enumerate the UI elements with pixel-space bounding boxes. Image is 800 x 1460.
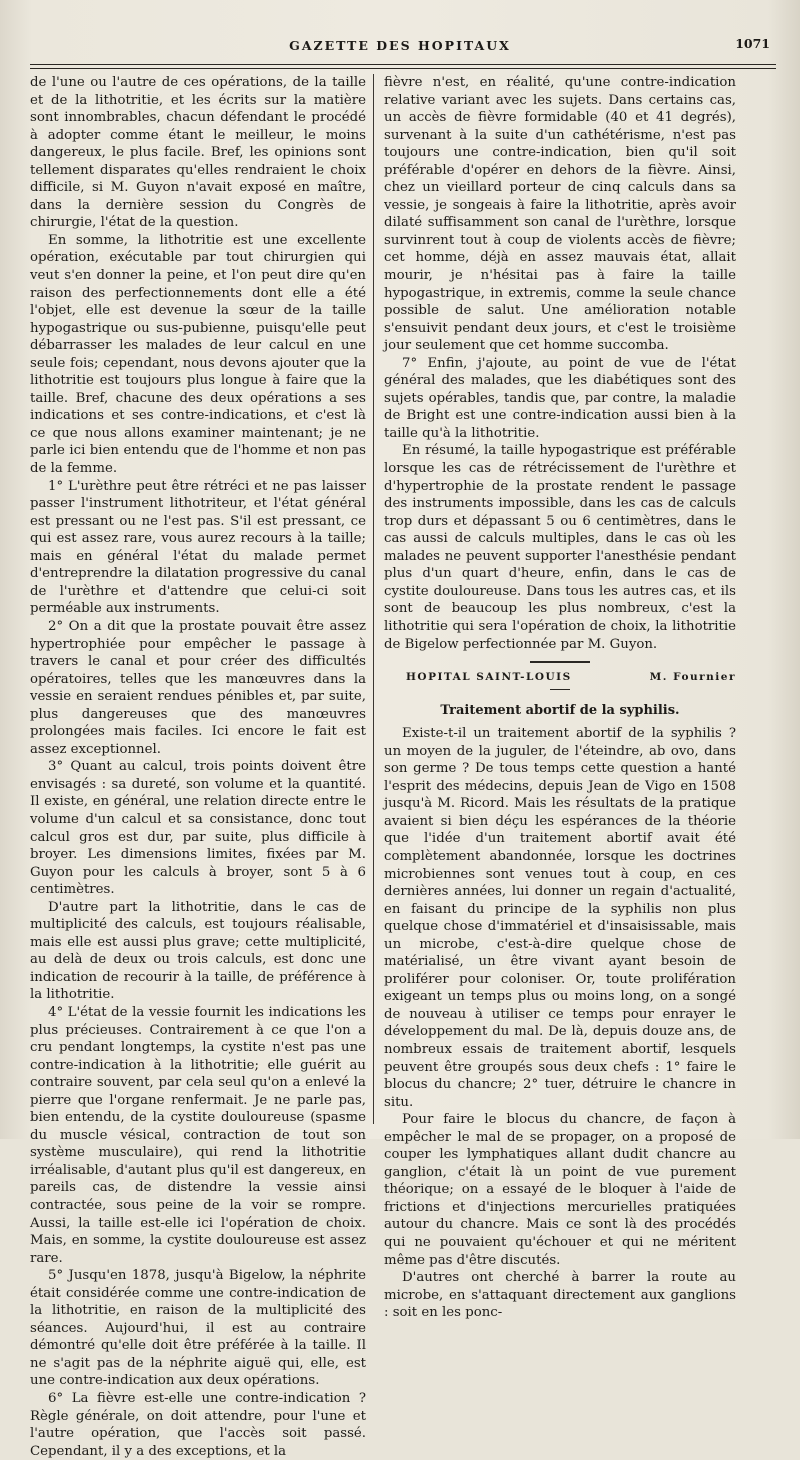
left-column: [30, 74, 366, 1459]
page-header: [30, 34, 770, 58]
title-rule: [550, 689, 570, 690]
hospital-name: HOPITAL SAINT-LOUIS: [406, 671, 572, 684]
header-rule: [30, 64, 776, 65]
paragraph: D'autres ont cherché à barrer la route au microbe, en s'attaquant directement aux ganglions : soit en les ponc-: [384, 1270, 736, 1321]
right-column: [384, 74, 736, 1321]
paragraph: 6° La fièvre est-elle une contre-indication ? Règle générale, on doit attendre, pour l'une et l'autre opération, que l'accès soit passé. Cependant, il y a des exceptions, et la: [30, 1391, 366, 1459]
column-divider: [373, 74, 374, 1124]
article-title: Traitement abortif de la syphilis.: [440, 702, 680, 718]
paragraph: Pour faire le blocus du chancre, de façon à empêcher le mal de se propager, on a proposé de couper les lymphatiques allant dudit chancre au ganglion, c'était là un point de vue purement théorique; on a essayé de le bloquer à l'aide de frictions et d'injections mercurielles pratiquées autour du chancre. Mais ce sont là des procédés qui ne pouvaient qu'échouer et qui ne méritent même pas d'être discutés.: [384, 1112, 736, 1268]
paragraph: En somme, la lithotritie est une excellente opération, exécutable par tout chirurgien qui veut s'en donner la peine, et l'on peut dire qu'en raison des perfectionnements dont elle a été l'objet, elle est devenue la sœur de la taille hypogastrique ou sus-pubienne, puisqu'elle peut débarrasser les malades de leur calcul en une seule fois; cependant, nous devons ajouter que la lithotritie est toujours plus longue à faire que la taille. Bref, chacune des deux opérations a ses indications et ses contre-indications, et c'est là ce que nous allons examiner maintenant; je ne parle ici bien entendu que de l'homme et non pas de la femme.: [30, 232, 366, 477]
paragraph: 7° Enfin, j'ajoute, au point de vue de l'état général des malades, que les diabétiques sont des sujets opérables, tandis que, par contre, la maladie de Bright est une contre-indication aussi bien à la taille qu'à la lithotritie.: [384, 355, 736, 441]
paragraph: 4° L'état de la vessie fournit les indications les plus précieuses. Contrairement à ce que l'on a cru pendant longtemps, la cystite n'est pas une contre-indication à la lithotritie; elle guérit au contraire souvent, par cela seul qu'on a enlevé la pierre que l'organe renfermait. Je ne parle pas, bien entendu, de la cystite douloureuse (spasme du muscle vésical, contraction de tout son système musculaire), qui rend la lithotritie irréalisable, d'autant plus qu'il est dangereux, en pareils cas, de distendre la vessie ainsi contractée, sous peine de la voir se rompre. Aussi, la taille est-elle ici l'opération de choix. Mais, en somme, la cystite douloureuse est assez rare.: [30, 1004, 366, 1266]
header-rule-thin: [30, 68, 776, 69]
paragraph: 1° L'urèthre peut être rétréci et ne pas laisser passer l'instrument lithotriteur, et l'état général est pressant ou ne l'est pas. S'il est pressant, ce qui est assez rare, vous aurez recours à la taille; mais en général l'état du malade permet d'entreprendre la dilatation progressive du canal de l'urèthre et d'attendre que celui-ci soit perméable aux instruments.: [30, 478, 366, 617]
section-header: [384, 669, 736, 687]
paragraph: D'autre part la lithotritie, dans le cas de multiplicité des calculs, est toujours réalisable, mais elle est aussi plus grave; cette multiplicité, au delà de deux ou trois calculs, est donc une indication de recourir à la taille, de préférence à la lithotritie.: [30, 899, 366, 1003]
paragraph: de l'une ou l'autre de ces opérations, de la taille et de la lithotritie, et les écrits sur la matière sont innombrables, chacun défendant le procédé à adopter comme étant le meilleur, le moins dangereux, le plus facile. Bref, les opinions sont tellement disparates qu'elles rendraient le choix difficile, si M. Guyon n'avait exposé en maître, dans la dernière session du Congrès de chirurgie, l'état de la question.: [30, 75, 366, 231]
author-name: M. Fournier: [649, 671, 736, 684]
paragraph: Existe-t-il un traitement abortif de la syphilis ? un moyen de la juguler, de l'éteindre, ab ovo, dans son germe ? De tous temps cette question a hanté l'esprit des médecins, depuis Jean de Vigo en 1508 jusqu'à M. Ricord. Mais les résultats de la pratique avaient si bien déçu les espérances de la théorie que l'idée d'un traitement abortif avait été complètement abandonnée, lorsque les doctrines microbiennes sont venues tout à coup, en ces dernières années, lui donner un regain d'actualité, en faisant du principe de la syphilis non plus quelque chose d'immatériel et d'insaisissable, mais un microbe, c'est-à-dire quelque chose de matérialisé, un être vivant ayant besoin de proliférer pour coloniser. Or, toute prolifération exigeant un temps plus ou moins long, on a songé de nouveau à utiliser ce temps pour enrayer le développement du mal. De là, depuis douze ans, de nombreux essais de traitement abortif, lesquels peuvent être groupés sous deux chefs : 1° faire le blocus du chancre; 2° tuer, détruire le chancre in situ.: [384, 726, 736, 1110]
section-separator: [530, 661, 590, 663]
page-number: 1071: [735, 36, 770, 51]
journal-title: GAZETTE DES HOPITAUX: [289, 38, 511, 53]
paragraph: En résumé, la taille hypogastrique est préférable lorsque les cas de rétrécissement de l'urèthre et d'hypertrophie de la prostate rendent le passage des instruments impossible, dans les cas de calculs trop durs et dépassant 5 ou 6 centimètres, dans le cas aussi de calculs multiples, dans le cas où les malades ne peuvent supporter l'anesthésie pendant plus d'un quart d'heure, enfin, dans le cas de cystite douloureuse. Dans tous les autres cas, et ils sont de beaucoup les plus nombreux, c'est la lithotritie qui sera l'opération de choix, la lithotritie de Bigelow perfectionnée par M. Guyon.: [384, 443, 736, 652]
paragraph: 2° On a dit que la prostate pouvait être assez hypertrophiée pour empêcher le passage à travers le canal et pour créer des difficultés opératoires, telles que les manœuvres dans la vessie en seraient rendues pénibles et, par suite, plus dangereuses que des manœuvres prolongées mais faciles. Ici encore le fait est assez exceptionnel.: [30, 618, 366, 757]
paragraph: 5° Jusqu'en 1878, jusqu'à Bigelow, la néphrite était considérée comme une contre-indication de la lithotritie, en raison de la multiplicité des séances. Aujourd'hui, il est au contraire démontré qu'elle doit être préférée à la taille. Il ne s'agit pas de la néphrite aiguë qui, elle, est une contre-indication aux deux opérations.: [30, 1268, 366, 1389]
paragraph: fièvre n'est, en réalité, qu'une contre-indication relative variant avec les sujets. Dans certains cas, un accès de fièvre formidable (40 et 41 degrés), survenant à la suite d'un cathétérisme, n'est pas toujours une contre-indication, bien qu'il soit préférable d'opérer en dehors de la fièvre. Ainsi, chez un vieillard porteur de cinq calculs dans sa vessie, je songeais à faire la lithotritie, après avoir dilaté suffisamment son canal de l'urèthre, lorsque survinrent tout à coup de violents accès de fièvre; cet homme, déjà en assez mauvais état, allait mourir, je n'hésitai pas à faire la taille hypogastrique, in extremis, comme la seule chance possible de salut. Une amélioration notable s'ensuivit pendant deux jours, et c'est le troisième jour seulement que cet homme succomba.: [384, 75, 736, 354]
paragraph: 3° Quant au calcul, trois points doivent être envisagés : sa dureté, son volume et la quantité. Il existe, en général, une relation directe entre le volume d'un calcul et sa consistance, donc tout calcul gros est dur, par suite, plus difficile à broyer. Les dimensions limites, fixées par M. Guyon pour les calculs à broyer, sont 5 à 6 centimètres.: [30, 759, 366, 898]
